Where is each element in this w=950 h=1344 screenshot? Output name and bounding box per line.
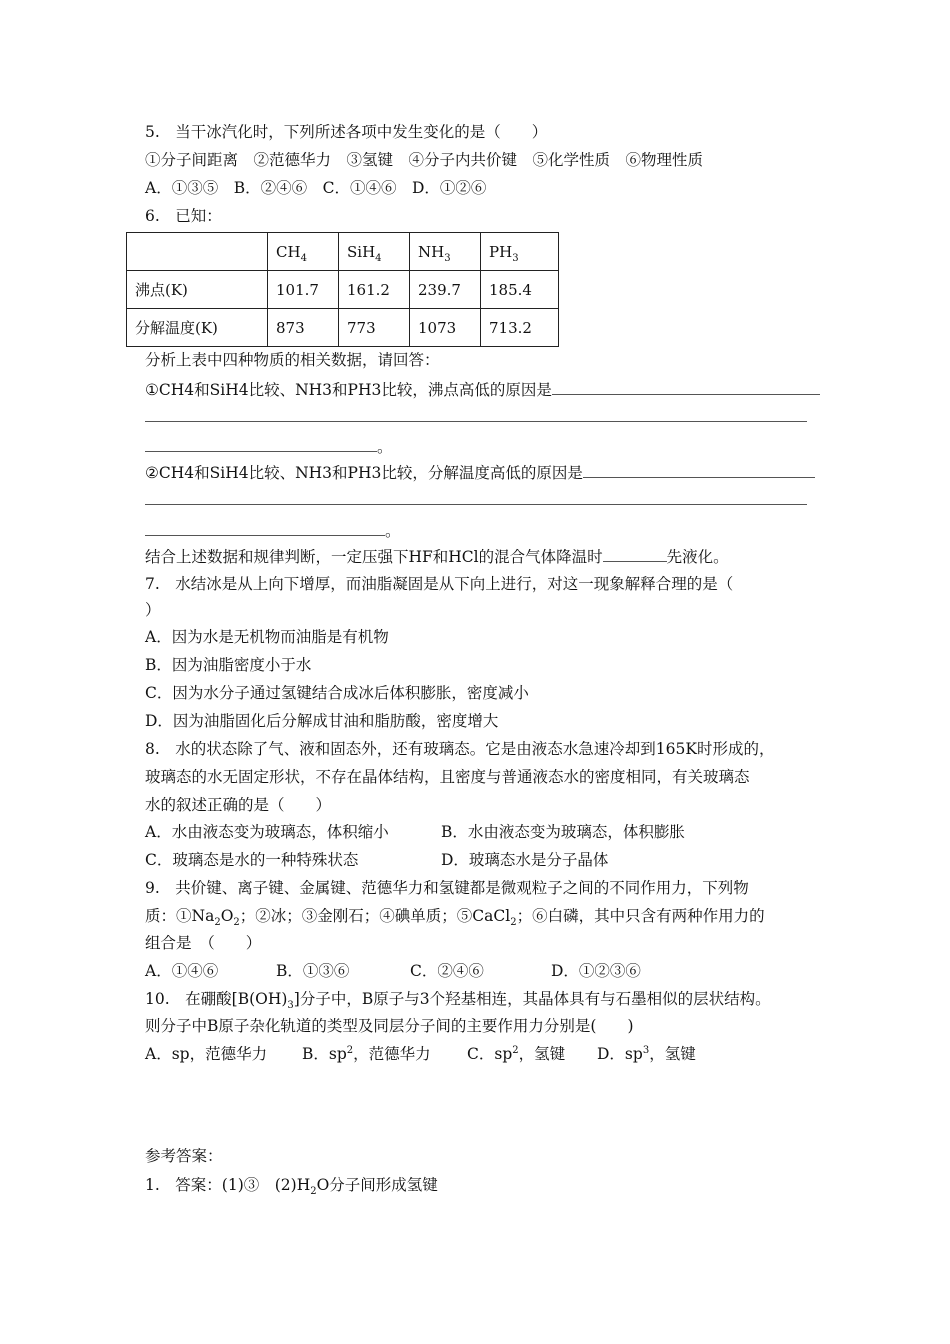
answer-blank[interactable] [583, 462, 815, 478]
q10-text: 10. 在硼酸[B(OH) [145, 990, 288, 1008]
table-row-label: 分解温度(K) [127, 309, 268, 347]
q10-option-c [467, 1044, 597, 1064]
q7-stem-line2: ） [145, 601, 161, 619]
q8-stem-line2: 玻璃态的水无固定形状，不存在晶体结构，且密度与普通液态水的密度相同，有关玻璃态 [145, 768, 750, 786]
table-cell: 1073 [410, 309, 481, 347]
q6-conclusion-pre: 结合上述数据和规律判断，一定压强下HF和HCl的混合气体降温时 [145, 548, 603, 566]
q9-option-c: C．②④⑥ [410, 962, 484, 980]
q6-conclusion [145, 546, 729, 567]
q8-stem-line3: 水的叙述正确的是（ ） [145, 796, 332, 814]
superscript: 2 [512, 1044, 519, 1056]
q10-text: B．sp [302, 1045, 347, 1063]
q7-stem-line1: 7. 水结冰是从上向下增厚，而油脂凝固是从下向上进行，对这一现象解释合理的是（ [145, 575, 734, 593]
q10-option-b [302, 1044, 467, 1064]
q8-stem-line1: 8. 水的状态除了气、液和固态外，还有玻璃态。它是由液态水急速冷却到165K时形成的， [145, 740, 775, 758]
table-header-cell [127, 233, 268, 271]
table-cell: 713.2 [481, 309, 559, 347]
table-header-cell: $NH_3$ [410, 233, 481, 271]
q7-option-b: B．因为油脂密度小于水 [145, 656, 312, 674]
q5-items: ①分子间距离 ②范德华力 ③氢键 ④分子内共价键 ⑤化学性质 ⑥物理性质 [145, 151, 704, 169]
table-cell: 773 [339, 309, 410, 347]
answer-line[interactable] [145, 504, 807, 505]
superscript: 3 [642, 1044, 650, 1056]
q10-text: ，氢键 [649, 1045, 696, 1063]
q9-options [145, 961, 641, 981]
q10-text: ，氢键 [518, 1045, 566, 1063]
q10-text: ，范德华力 [353, 1045, 431, 1063]
q10-text: C．sp [467, 1045, 513, 1063]
table-header-cell: $CH_4$ [268, 233, 339, 271]
q9-option-d: D．①②③⑥ [551, 962, 641, 980]
q8-options-row1 [145, 822, 685, 842]
answer-blank[interactable] [145, 436, 377, 452]
table-cell: 239.7 [410, 271, 481, 309]
answers-heading: 参考答案： [145, 1147, 223, 1165]
q10-stem-line2: 则分子中B原子杂化轨道的类型及同层分子间的主要作用力分别是( ) [145, 1017, 634, 1035]
table-row [127, 309, 559, 347]
table-cell: 101.7 [268, 271, 339, 309]
subscript: 3 [287, 1000, 294, 1012]
answer-1 [145, 1175, 438, 1198]
q6-sub2-end [145, 520, 401, 541]
q8-option-b: B．水由液态变为玻璃态，体积膨胀 [441, 823, 685, 841]
q6-data-table [126, 232, 559, 347]
q9-option-a: A．①④⑥ [145, 962, 219, 980]
q10-text: ]分子中，B原子与3个羟基相连，其晶体具有与石墨相似的层状结构。 [293, 990, 771, 1008]
q9-text: 质：①Na [145, 907, 215, 925]
q9-stem-line3: 组合是 （ ） [145, 934, 262, 952]
q6-sub1-end [145, 436, 393, 457]
q10-option-d [597, 1044, 696, 1064]
q5-stem: 5. 当干冰汽化时，下列所述各项中发生变化的是（ ） [145, 123, 548, 141]
q6-analysis: 分析上表中四种物质的相关数据，请回答： [145, 351, 440, 369]
table-cell: 873 [268, 309, 339, 347]
q6-sub2 [145, 462, 815, 483]
q8-option-d: D．玻璃态水是分子晶体 [441, 851, 609, 869]
q10-option-a: A．sp，范德华力 [145, 1045, 268, 1063]
table-cell: 161.2 [339, 271, 410, 309]
superscript: 2 [346, 1044, 354, 1056]
q7-option-a: A．因为水是无机物而油脂是有机物 [145, 628, 389, 646]
q5-options: A．①③⑤ B．②④⑥ C．①④⑥ D．①②⑥ [145, 179, 487, 197]
period: 。 [377, 438, 393, 456]
q10-text: D．sp [597, 1045, 643, 1063]
q8-options-row2 [145, 850, 608, 870]
q10-stem-line1 [145, 989, 771, 1012]
q9-option-b: B．①③⑥ [276, 962, 350, 980]
q6-sub1-text: ①CH4和SiH4比较、NH3和PH3比较，沸点高低的原因是 [145, 381, 552, 399]
q9-text: ；②冰；③金刚石；④碘单质；⑤CaCl [239, 907, 511, 925]
q7-option-c: C．因为水分子通过氢键结合成冰后体积膨胀，密度减小 [145, 684, 529, 702]
subscript: 2 [310, 1186, 317, 1198]
answer-text: 1. 答案：(1)③ (2)H [145, 1176, 311, 1194]
subscript: 2 [233, 917, 240, 929]
table-header-cell: SiH$_4$ [339, 233, 410, 271]
subscript: 2 [510, 917, 517, 929]
table-row-label: 沸点(K) [127, 271, 268, 309]
q6-sub1 [145, 379, 820, 400]
q7-option-d: D．因为油脂固化后分解成甘油和脂肪酸，密度增大 [145, 712, 499, 730]
q6-sub2-text: ②CH4和SiH4比较、NH3和PH3比较，分解温度高低的原因是 [145, 464, 583, 482]
q9-stem-line2 [145, 906, 765, 929]
q9-stem-line1: 9. 共价键、离子键、金属键、范德华力和氢键都是微观粒子之间的不同作用力，下列物 [145, 879, 749, 897]
q9-text: ；⑥白磷，其中只含有两种作用力的 [516, 907, 765, 925]
table-header-row [127, 233, 559, 271]
q9-text: O [220, 907, 234, 925]
answer-text: O分子间形成氢键 [316, 1176, 438, 1194]
answer-blank[interactable] [603, 546, 667, 562]
answer-line[interactable] [145, 421, 807, 422]
q8-option-c: C．玻璃态是水的一种特殊状态 [145, 851, 359, 869]
q10-options [145, 1044, 696, 1064]
q6-stem: 6. 已知： [145, 207, 222, 225]
table-header-cell: $PH_3$ [481, 233, 559, 271]
answer-blank[interactable] [145, 520, 385, 536]
table-cell: 185.4 [481, 271, 559, 309]
q8-option-a: A．水由液态变为玻璃态，体积缩小 [145, 823, 389, 841]
period: 。 [385, 522, 401, 540]
answer-blank[interactable] [552, 379, 820, 395]
subscript: 2 [214, 917, 221, 929]
q6-conclusion-post: 先液化。 [666, 548, 729, 566]
table-row [127, 271, 559, 309]
